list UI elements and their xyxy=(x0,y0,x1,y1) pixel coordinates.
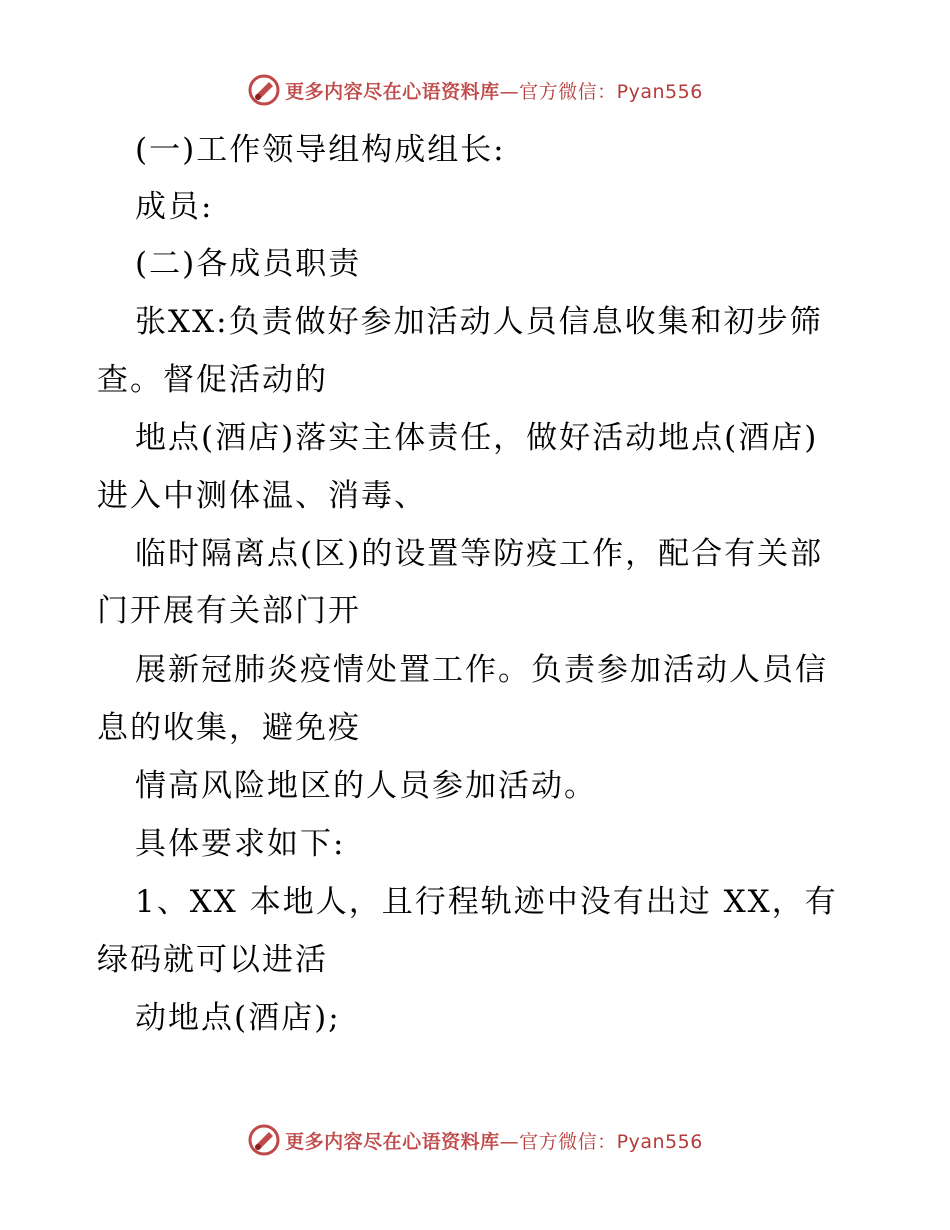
list-item-line: 绿码就可以进活 xyxy=(97,942,328,978)
list-item-line: 动地点(酒店); xyxy=(135,1000,341,1036)
header-banner-text: 更多内容尽在心语资料库—官方微信：Pyan556 xyxy=(285,80,703,103)
paragraph-line: 查。督促活动的 xyxy=(97,362,328,398)
section-heading-2: (二)各成员职责 xyxy=(135,246,362,282)
paragraph-line: 息的收集，避免疫 xyxy=(97,710,361,746)
footer-banner-text: 更多内容尽在心语资料库—官方微信：Pyan556 xyxy=(285,1130,703,1153)
paragraph-line: 地点(酒店)落实主体责任，做好活动地点(酒店) xyxy=(135,420,819,456)
section-heading-1: (一)工作领导组构成组长: xyxy=(135,132,506,168)
brand-logo-icon xyxy=(247,1123,281,1157)
paragraph-line: 展新冠肺炎疫情处置工作。负责参加活动人员信 xyxy=(135,652,828,688)
paragraph-line: 临时隔离点(区)的设置等防疫工作，配合有关部 xyxy=(135,536,824,572)
header-watermark-banner xyxy=(0,70,950,110)
list-item-line: 1、XX 本地人，且行程轨迹中没有出过 XX，有 xyxy=(135,884,838,920)
requirements-heading: 具体要求如下: xyxy=(135,826,346,862)
paragraph-line: 张XX:负责做好参加活动人员信息收集和初步筛 xyxy=(135,304,823,340)
footer-watermark-banner xyxy=(0,1120,950,1160)
members-label: 成员: xyxy=(135,189,214,225)
paragraph-line: 门开展有关部门开 xyxy=(97,593,361,629)
paragraph-line: 情高风险地区的人员参加活动。 xyxy=(135,768,597,804)
brand-logo-icon xyxy=(247,73,281,107)
paragraph-line: 进入中测体温、消毒、 xyxy=(97,478,427,514)
